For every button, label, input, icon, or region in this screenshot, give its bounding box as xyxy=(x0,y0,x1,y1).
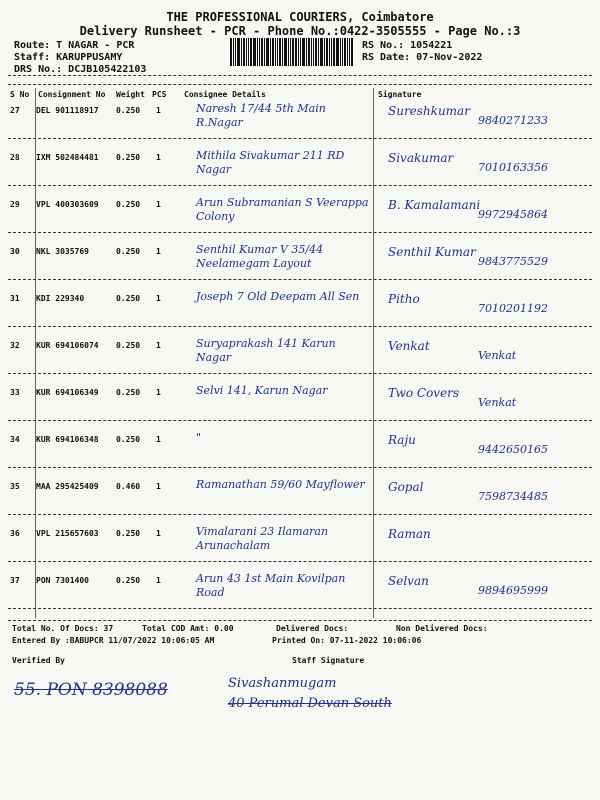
cell-phone: 9840271233 xyxy=(478,114,548,127)
cell-consignment: KDI 229340 xyxy=(36,294,85,303)
cell-phone: 7010201192 xyxy=(478,302,548,315)
cell-sno: 32 xyxy=(10,341,20,350)
cell-phone: 7598734485 xyxy=(478,490,548,503)
cell-consignment: DEL 901118917 xyxy=(36,106,99,115)
cell-sno: 34 xyxy=(10,435,20,444)
cell-signature: Pitho xyxy=(388,292,420,306)
cell-pcs: 1 xyxy=(156,106,161,115)
cell-pcs: 1 xyxy=(156,153,161,162)
cell-phone: 9843775529 xyxy=(478,255,548,268)
cell-signature: Two Covers xyxy=(388,386,460,400)
divider xyxy=(8,467,592,468)
col-consignee: Consignee Details xyxy=(184,90,266,99)
cell-consignment: KUR 694106348 xyxy=(36,435,99,444)
divider xyxy=(8,75,592,76)
divider xyxy=(8,561,592,562)
rs-number: RS No.: 1054221 xyxy=(362,40,453,51)
drs-number: DRS No.: DCJB105422103 xyxy=(14,64,147,75)
cell-consignment: IXM 502484481 xyxy=(36,153,99,162)
non-delivered-docs: Non Delivered Docs: xyxy=(396,624,488,633)
cell-sno: 35 xyxy=(10,482,20,491)
staff-address: 40 Perumal Devan South xyxy=(228,696,392,711)
divider xyxy=(8,84,592,85)
cell-pcs: 1 xyxy=(156,294,161,303)
cell-phone: 9894695999 xyxy=(478,584,548,597)
printed-on: Printed On: 07-11-2022 10:06:06 xyxy=(272,636,422,645)
entered-by: Entered By :BABUPCR 11/07/2022 10:06:05 AM xyxy=(12,636,215,645)
col-signature: Signature xyxy=(378,90,422,99)
cell-consignment: MAA 295425409 xyxy=(36,482,99,491)
cell-signature: Raman xyxy=(388,527,431,541)
cell-consignment: VPL 400303609 xyxy=(36,200,99,209)
cell-weight: 0.250 xyxy=(116,341,141,350)
cell-sno: 36 xyxy=(10,529,20,538)
handwritten-note: 55. PON 8398088 xyxy=(14,680,168,700)
cell-sno: 30 xyxy=(10,247,20,256)
cell-pcs: 1 xyxy=(156,200,161,209)
divider xyxy=(8,420,592,421)
table-row xyxy=(8,568,592,624)
divider xyxy=(8,279,592,280)
cell-consignment: PON 7301400 xyxy=(36,576,89,585)
cell-pcs: 1 xyxy=(156,435,161,444)
cell-consignee: Mithila Sivakumar 211 RD Nagar xyxy=(196,149,345,176)
divider xyxy=(8,373,592,374)
divider xyxy=(8,514,592,515)
cell-consignee: Suryaprakash 141 Karun Nagar xyxy=(196,337,336,364)
cell-sno: 29 xyxy=(10,200,20,209)
delivered-docs: Delivered Docs: xyxy=(276,624,349,633)
runsheet-title: THE PROFESSIONAL COURIERS, Coimbatore xyxy=(166,10,434,24)
cell-consignee: Naresh 17/44 5th Main R.Nagar xyxy=(196,102,326,129)
cell-pcs: 1 xyxy=(156,247,161,256)
cell-consignee: Selvi 141, Karun Nagar xyxy=(196,384,328,397)
col-pcs: PCS xyxy=(152,90,167,99)
cell-pcs: 1 xyxy=(156,482,161,491)
route-label: Route: T NAGAR - PCR xyxy=(14,40,135,51)
cell-signature: Venkat xyxy=(388,339,430,353)
cell-weight: 0.250 xyxy=(116,388,141,397)
divider xyxy=(8,608,592,609)
cell-phone: 9442650165 xyxy=(478,443,548,456)
cell-consignment: KUR 694106349 xyxy=(36,388,99,397)
divider xyxy=(8,620,592,621)
cell-weight: 0.460 xyxy=(116,482,141,491)
cell-consignment: KUR 694106074 xyxy=(36,341,99,350)
cell-signature: Selvan xyxy=(388,574,429,588)
cell-weight: 0.250 xyxy=(116,153,141,162)
barcode-image xyxy=(230,38,355,66)
cell-consignee: " xyxy=(196,431,202,444)
cell-pcs: 1 xyxy=(156,388,161,397)
staff-signature-label: Staff Signature xyxy=(292,656,365,665)
col-sno: S No xyxy=(10,90,30,99)
cell-consignment: VPL 215657603 xyxy=(36,529,99,538)
cell-consignee: Senthil Kumar V 35/44 Neelamegam Layout xyxy=(196,243,324,270)
cell-sno: 37 xyxy=(10,576,20,585)
cell-pcs: 1 xyxy=(156,341,161,350)
cell-signature: Raju xyxy=(388,433,416,447)
total-cod: Total COD Amt: 0.00 xyxy=(142,624,234,633)
cell-phone: Venkat xyxy=(478,349,517,362)
cell-consignee: Joseph 7 Old Deepam All Sen xyxy=(196,290,360,303)
cell-signature: Sivakumar xyxy=(388,151,454,165)
cell-weight: 0.250 xyxy=(116,576,141,585)
cell-weight: 0.250 xyxy=(116,247,141,256)
cell-weight: 0.250 xyxy=(116,435,141,444)
divider xyxy=(8,185,592,186)
divider xyxy=(8,138,592,139)
col-weight: Weight xyxy=(116,90,145,99)
staff-label: Staff: KARUPPUSAMY xyxy=(14,52,123,63)
cell-weight: 0.250 xyxy=(116,106,141,115)
cell-weight: 0.250 xyxy=(116,294,141,303)
cell-signature: Sureshkumar xyxy=(388,104,470,118)
cell-consignee: Arun Subramanian S Veerappa Colony xyxy=(196,196,369,223)
runsheet-subtitle: Delivery Runsheet - PCR - Phone No.:0422-3505555 - Page No.:3 xyxy=(79,24,521,38)
cell-consignee: Vimalarani 23 Ilamaran Arunachalam xyxy=(196,525,329,552)
cell-signature: Senthil Kumar xyxy=(388,245,476,259)
cell-weight: 0.250 xyxy=(116,200,141,209)
cell-consignment: NKL 3035769 xyxy=(36,247,89,256)
cell-phone: 7010163356 xyxy=(478,161,548,174)
cell-weight: 0.250 xyxy=(116,529,141,538)
cell-consignee: Arun 43 1st Main Kovilpan Road xyxy=(196,572,346,599)
cell-sno: 27 xyxy=(10,106,20,115)
col-consignment: Consignment No xyxy=(38,90,106,99)
cell-phone: 9972945864 xyxy=(478,208,548,221)
cell-pcs: 1 xyxy=(156,529,161,538)
verified-by-label: Verified By xyxy=(12,656,65,665)
cell-sno: 31 xyxy=(10,294,20,303)
cell-phone: Venkat xyxy=(478,396,517,409)
cell-consignee: Ramanathan 59/60 Mayflower xyxy=(196,478,365,491)
cell-sno: 33 xyxy=(10,388,20,397)
cell-signature: Gopal xyxy=(388,480,424,494)
divider xyxy=(8,326,592,327)
cell-pcs: 1 xyxy=(156,576,161,585)
cell-sno: 28 xyxy=(10,153,20,162)
divider xyxy=(8,232,592,233)
total-docs: Total No. Of Docs: 37 xyxy=(12,624,114,633)
cell-signature: B. Kamalamani xyxy=(388,198,481,212)
staff-signature: Sivashanmugam xyxy=(228,676,337,691)
rs-date: RS Date: 07-Nov-2022 xyxy=(362,52,483,63)
